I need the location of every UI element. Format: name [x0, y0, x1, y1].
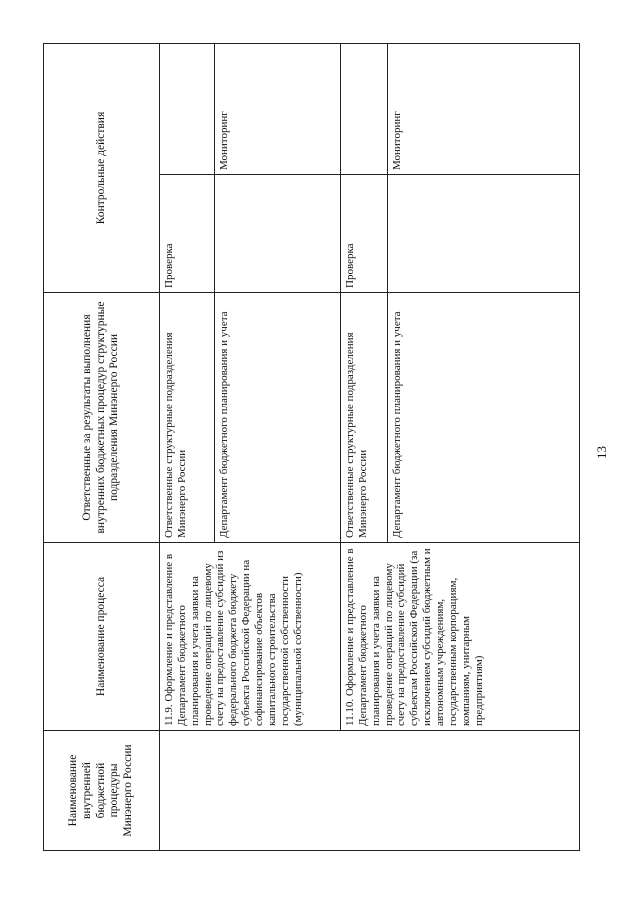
- control-action-cell: Проверка: [160, 175, 215, 293]
- procedures-table: [43, 43, 580, 851]
- responsible-cell: Департамент бюджетного планирования и учета: [388, 293, 580, 543]
- header-responsible: Ответственные за результаты выполнения внутренних бюджетных процедур структурные подразделения Минэнерго России: [44, 293, 160, 543]
- process-cell: 11.9. Оформление и представление в Департамент бюджетного планирования и учета заявки на проведение операций по лицевому счету на предоставление субсидий из федерального бюджета бюджету субъекта Российской Федерации на софинансирование объектов капитального строительства государственной собственности (муниципальной собственности): [160, 543, 341, 731]
- table-row: [341, 43, 388, 850]
- control-action-cell: [388, 175, 580, 293]
- header-process-name: Наименование процесса: [44, 543, 160, 731]
- control-action-cell: [341, 43, 388, 174]
- header-control-actions: Контрольные действия: [44, 43, 160, 292]
- responsible-cell: Ответственные структурные подразделения Минэнерго России: [341, 293, 388, 543]
- process-cell: 11.10. Оформление и представление в Департамент бюджетного планирования и учета заявки на проведение операций по лицевому счету на предоставление субсидий субъектам Российской Федерации (за исключением субсидий бюджетным и автономным учреждениям, государственным корпорациям, компаниям, унитарным предприятиям): [341, 543, 580, 731]
- header-row: [44, 43, 160, 850]
- control-action-cell: [215, 175, 341, 293]
- responsible-cell: Департамент бюджетного планирования и учета: [215, 293, 341, 543]
- control-action-cell: [160, 43, 215, 174]
- procedure-name-cell: [160, 731, 580, 851]
- table-row: [160, 43, 215, 850]
- control-action-cell: Проверка: [341, 175, 388, 293]
- responsible-cell: Ответственные структурные подразделения Минэнерго России: [160, 293, 215, 543]
- header-procedure-name: Наименование внутренней бюджетной процедуры Минэнерго России: [44, 731, 160, 851]
- page-number: 13: [594, 446, 609, 459]
- control-action-cell: Мониторинг: [215, 43, 341, 174]
- control-action-cell: Мониторинг: [388, 43, 580, 174]
